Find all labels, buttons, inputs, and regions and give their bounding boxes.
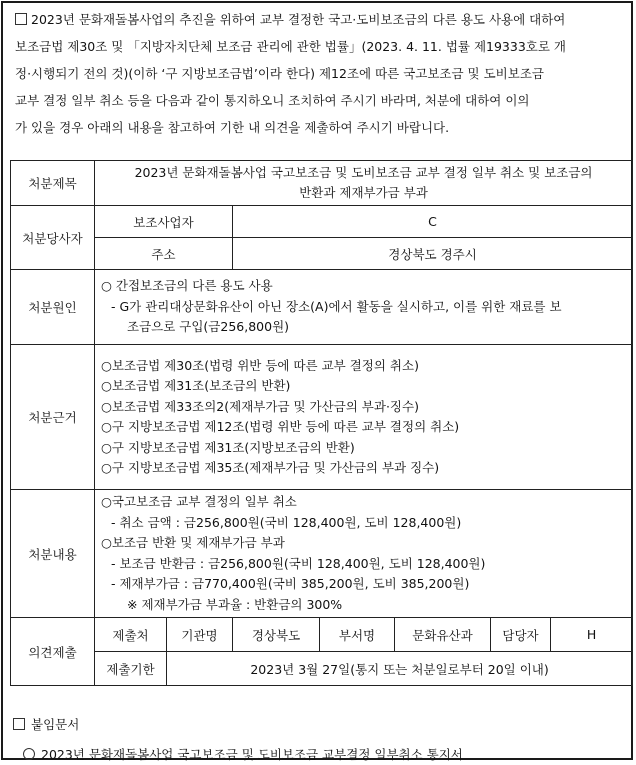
dept-label: 부서명 bbox=[320, 618, 395, 652]
intro-line: 2023년 문화재돌봄사업의 추진을 위하여 교부 결정한 국고·도비보조금의 다른 용도 사용에 대하여 bbox=[15, 6, 623, 33]
title-label: 처분제목 bbox=[11, 161, 95, 206]
manager-label: 담당자 bbox=[491, 618, 551, 652]
checkbox-square-icon bbox=[15, 13, 27, 25]
content-value: ○국고보조금 교부 결정의 일부 취소 - 취소 금액 : 금256,800원(국비 128,400원, 도비 128,400원) ○보조금 반환 및 제재부가금 부과 - 보조금 반환금 : 금256,800원(국비 128,400원, 도비 128,400원) - 제재부가금 : 금770,400원(국비 385,200원, 도비 385,200원) ※ 제재부가금 부과율 : 반환금의 300% bbox=[95, 490, 633, 618]
submit-to-label: 제출처 bbox=[95, 618, 167, 652]
dept-value: 문화유산과 bbox=[395, 618, 491, 652]
disposition-table bbox=[10, 160, 633, 686]
intro-line: 정·시행되기 전의 것)(이하 ‘구 지방보조금법’이라 한다) 제12조에 따른 국고보조금 및 도비보조금 bbox=[15, 66, 544, 81]
agency-value: 경상북도 bbox=[233, 618, 320, 652]
attachments-section bbox=[13, 715, 463, 765]
title-value: 2023년 문화재돌봄사업 국고보조금 및 도비보조금 교부 결정 일부 취소 및 보조금의 반환과 제재부가금 부과 bbox=[95, 161, 633, 206]
basis-value: ○보조금법 제30조(법령 위반 등에 따른 교부 결정의 취소) ○보조금법 제31조(보조금의 반환) ○보조금법 제33조의2(제재부가금 및 가산금의 부과·징수) ○구 지방보조금법 제12조(법령 위반 등에 따른 교부 결정의 취소) ○구 지방보조금법 제31조(지방보조금의 반환) ○구 지방보조금법 제35조(제재부가금 및 가산금의 부과 징수) bbox=[95, 345, 633, 490]
intro-paragraph bbox=[3, 3, 631, 141]
row-address bbox=[11, 238, 633, 270]
manager-value: H bbox=[551, 618, 633, 652]
party-label: 처분당사자 bbox=[11, 206, 95, 270]
operator-value: C bbox=[233, 206, 633, 238]
checkbox-square-icon bbox=[13, 718, 25, 730]
notice-page bbox=[1, 1, 633, 760]
cause-label: 처분원인 bbox=[11, 270, 95, 345]
deadline-label: 제출기한 bbox=[95, 652, 167, 686]
address-value: 경상북도 경주시 bbox=[233, 238, 633, 270]
row-submit-to bbox=[11, 618, 633, 652]
intro-line: 가 있을 경우 아래의 내용을 참고하여 기한 내 의견을 제출하여 주시기 바랍니다. bbox=[15, 120, 450, 135]
deadline-value: 2023년 3월 27일(통지 또는 처분일로부터 20일 이내) bbox=[167, 652, 633, 686]
circle-bullet-icon bbox=[23, 748, 35, 760]
row-content bbox=[11, 490, 633, 618]
basis-label: 처분근거 bbox=[11, 345, 95, 490]
attachment-item: 2023년 문화재돌봄사업 국고보조금 및 도비보조금 교부결정 일부취소 통지서 bbox=[13, 745, 463, 765]
content-label: 처분내용 bbox=[11, 490, 95, 618]
row-title bbox=[11, 161, 633, 206]
opinion-label: 의견제출 bbox=[11, 618, 95, 686]
address-label: 주소 bbox=[95, 238, 233, 270]
cause-value: ○ 간접보조금의 다른 용도 사용 - G가 관리대상문화유산이 아닌 장소(A)에서 활동을 실시하고, 이를 위한 재료를 보 조금으로 구입(금256,800원) bbox=[95, 270, 633, 345]
operator-label: 보조사업자 bbox=[95, 206, 233, 238]
row-operator bbox=[11, 206, 633, 238]
row-basis bbox=[11, 345, 633, 490]
intro-line: 교부 결정 일부 취소 등을 다음과 같이 통지하오니 조치하여 주시기 바라며, 처분에 대하여 이의 bbox=[15, 93, 530, 108]
row-deadline bbox=[11, 652, 633, 686]
agency-label: 기관명 bbox=[167, 618, 233, 652]
attachments-heading: 붙임문서 bbox=[13, 715, 463, 735]
row-cause bbox=[11, 270, 633, 345]
intro-line: 보조금법 제30조 및 「지방자치단체 보조금 관리에 관한 법률」(2023. 4. 11. 법률 제19333호로 개 bbox=[15, 39, 566, 54]
